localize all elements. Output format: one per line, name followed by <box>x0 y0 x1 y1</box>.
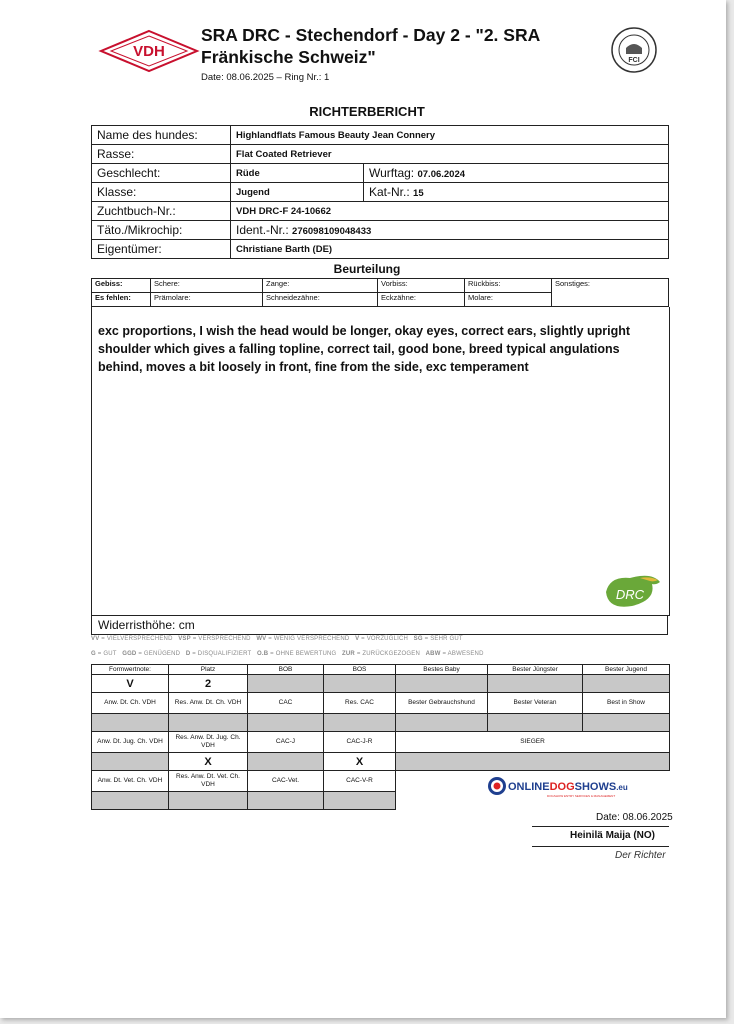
legend-text: = OHNE BEWERTUNG <box>270 651 337 657</box>
evaluation-heading: Beurteilung <box>333 262 401 276</box>
grey-cell <box>248 753 324 771</box>
formwert-value: V <box>92 675 169 693</box>
grey-cell <box>92 753 169 771</box>
legend-abbr: O.B <box>256 651 269 657</box>
birth-date: 07.06.2024 <box>417 169 466 180</box>
header-bob: BOB <box>248 665 324 675</box>
onlinedogshows-logo <box>487 775 628 799</box>
withers-height-row <box>91 615 668 635</box>
catno: 15 <box>413 188 424 199</box>
dog-class: Jugend <box>231 183 364 202</box>
signature-line <box>532 826 669 827</box>
grey-cell <box>169 792 248 810</box>
breed-label: Rasse: <box>92 145 231 164</box>
evaluation-text: exc proportions, I wish the head would be longer, okay eyes, correct ears, slightly upright shoulder which gives a falling topline, correct tail, good bone, breed typical angulations behind, moves a bit loosely in front, fine from the side, exc temperament <box>98 324 631 374</box>
withers-height-unit: cm <box>178 618 195 632</box>
anw-vet-label: Anw. Dt. Vet. Ch. VDH <box>92 771 169 792</box>
legend-abbr: V <box>355 636 360 642</box>
ods-eu: .eu <box>616 783 628 792</box>
withers-height-label: Widerristhöhe: <box>98 618 176 632</box>
grey-cell <box>583 675 670 693</box>
vdh-logo <box>100 30 198 72</box>
report-title: RICHTERBERICHT <box>309 104 425 119</box>
legend-abbr: SG <box>413 636 423 642</box>
grey-cell <box>324 675 396 693</box>
legend-abbr: G <box>91 651 96 657</box>
chip-prefix: Ident.-Nr.: <box>236 223 289 237</box>
grey-cell <box>92 792 169 810</box>
svg-text:ONLINEDOGSHOWS.eu <box>508 781 628 793</box>
legend-text: = WENIG VERSPRECHEND <box>268 636 350 642</box>
drc-logo <box>600 574 662 610</box>
grey-cell <box>248 792 324 810</box>
signature-line <box>532 846 669 847</box>
legend-abbr: GGD <box>122 651 137 657</box>
studbook-label: Zuchtbuch-Nr.: <box>92 202 231 221</box>
teeth-cell: Zange: <box>263 279 378 293</box>
res-anw-jug-label: Res. Anw. Dt. Jug. Ch. VDH <box>169 732 248 753</box>
legend-abbr: ABW <box>425 651 441 657</box>
dog-breed: Flat Coated Retriever <box>231 145 669 164</box>
legend-abbr: VV <box>91 636 100 642</box>
drc-logo-text: DRC <box>615 587 645 602</box>
grey-cell <box>324 792 396 810</box>
header-platz: Platz <box>169 665 248 675</box>
sieger-label: SIEGER <box>396 732 670 753</box>
platz-value: 2 <box>169 675 248 693</box>
teeth-cell: Vorbiss: <box>378 279 465 293</box>
dog-sex: Rüde <box>231 164 364 183</box>
catno-label: Kat-Nr.: <box>369 185 410 199</box>
fci-logo-text: FCI <box>628 57 640 64</box>
teeth-cell: Gebiss: <box>92 279 151 293</box>
class-label: Klasse: <box>92 183 231 202</box>
header-baby: Bestes Baby <box>396 665 488 675</box>
grey-cell <box>396 753 670 771</box>
judge-role: Der Richter <box>615 850 666 861</box>
grey-cell <box>396 675 488 693</box>
birth-label: Wurftag: <box>369 166 415 180</box>
header-juengster: Bester Jüngster <box>488 665 583 675</box>
sex-label: Geschlecht: <box>92 164 231 183</box>
owner-label: Eigentümer: <box>92 240 231 259</box>
vdh-logo-text: VDH <box>133 43 165 60</box>
ods-online: ONLINE <box>508 781 550 793</box>
res-anw-jug-mark: X <box>169 753 248 771</box>
teeth-cell: Sonstiges: <box>552 279 669 307</box>
legend-text: = VERSPRECHEND <box>192 636 251 642</box>
anw-jug-label: Anw. Dt. Jug. Ch. VDH <box>92 732 169 753</box>
chip-label: Täto./Mikrochip: <box>92 221 231 240</box>
legend-abbr: D <box>185 651 191 657</box>
cac-j-r-label: CAC-J-R <box>324 732 396 753</box>
cac-vet-label: CAC-Vet. <box>248 771 324 792</box>
studbook-number: VDH DRC-F 24-10662 <box>231 202 669 221</box>
signature-date: Date: 08.06.2025 <box>596 812 673 823</box>
cac-label: CAC <box>248 693 324 714</box>
teeth-cell: Es fehlen: <box>92 293 151 307</box>
cac-j-r-mark: X <box>324 753 396 771</box>
legend-text: = VORZÜGLICH <box>361 636 409 642</box>
legend-line-2 <box>91 651 484 657</box>
res-cac-label: Res. CAC <box>324 693 396 714</box>
legend-abbr: WV <box>256 636 267 642</box>
grey-cell <box>169 714 248 732</box>
grey-cell <box>583 714 670 732</box>
bis-label: Best in Show <box>583 693 670 714</box>
dog-name: Highlandflats Famous Beauty Jean Connery <box>231 126 669 145</box>
legend-abbr: VSP <box>178 636 191 642</box>
ods-tagline: DOGSHOW ENTRY SERVICES & MANAGEMENT <box>547 794 616 798</box>
chip-number: 276098109048433 <box>292 226 372 237</box>
anw-ch-label: Anw. Dt. Ch. VDH <box>92 693 169 714</box>
gebrauchshund-label: Bester Gebrauchshund <box>396 693 488 714</box>
dog-info-table <box>91 125 669 259</box>
legend-abbr: ZUR <box>342 651 355 657</box>
teeth-cell: Molare: <box>465 293 552 307</box>
owner-name: Christiane Barth (DE) <box>231 240 669 259</box>
teeth-cell: Rückbiss: <box>465 279 552 293</box>
ods-dog: DOG <box>549 781 575 793</box>
legend-line-1 <box>91 636 463 642</box>
teeth-table <box>91 278 669 307</box>
grey-cell <box>488 714 583 732</box>
cac-v-r-label: CAC-V-R <box>324 771 396 792</box>
fci-logo <box>610 26 658 74</box>
veteran-label: Bester Veteran <box>488 693 583 714</box>
res-anw-vet-label: Res. Anw. Dt. Vet. Ch. VDH <box>169 771 248 792</box>
legend-text: = ABWESEND <box>442 651 484 657</box>
judge-name: Heinilä Maija (NO) <box>570 830 656 841</box>
teeth-cell: Schere: <box>151 279 263 293</box>
page-title: SRA DRC - Stechendorf - Day 2 - "2. SRA Fränkische Schweiz" <box>201 25 540 67</box>
header-jugend: Bester Jugend <box>583 665 670 675</box>
grey-cell <box>248 675 324 693</box>
ods-shows: SHOWS <box>574 781 617 793</box>
teeth-cell: Eckzähne: <box>378 293 465 307</box>
res-anw-ch-label: Res. Anw. Dt. Ch. VDH <box>169 693 248 714</box>
header-bos: BOS <box>324 665 396 675</box>
grey-cell <box>396 714 488 732</box>
grey-cell <box>92 714 169 732</box>
grey-cell <box>248 714 324 732</box>
legend-text: = GENÜGEND <box>138 651 181 657</box>
teeth-cell: Schneidezähne: <box>263 293 378 307</box>
legend-text: = DISQUALIFIZIERT <box>192 651 252 657</box>
header-formwert: Formwertnote: <box>92 665 169 675</box>
name-label: Name des hundes: <box>92 126 231 145</box>
legend-text: = ZURÜCKGEZOGEN <box>356 651 421 657</box>
grey-cell <box>488 675 583 693</box>
teeth-cell: Prämolare: <box>151 293 263 307</box>
legend-text: = SEHR GUT <box>424 636 463 642</box>
legend-text: = GUT <box>97 651 117 657</box>
cac-j-label: CAC-J <box>248 732 324 753</box>
legend-text: = VIELVERSPRECHEND <box>101 636 173 642</box>
page-subtitle: Date: 08.06.2025 – Ring Nr.: 1 <box>201 72 330 83</box>
grey-cell <box>324 714 396 732</box>
